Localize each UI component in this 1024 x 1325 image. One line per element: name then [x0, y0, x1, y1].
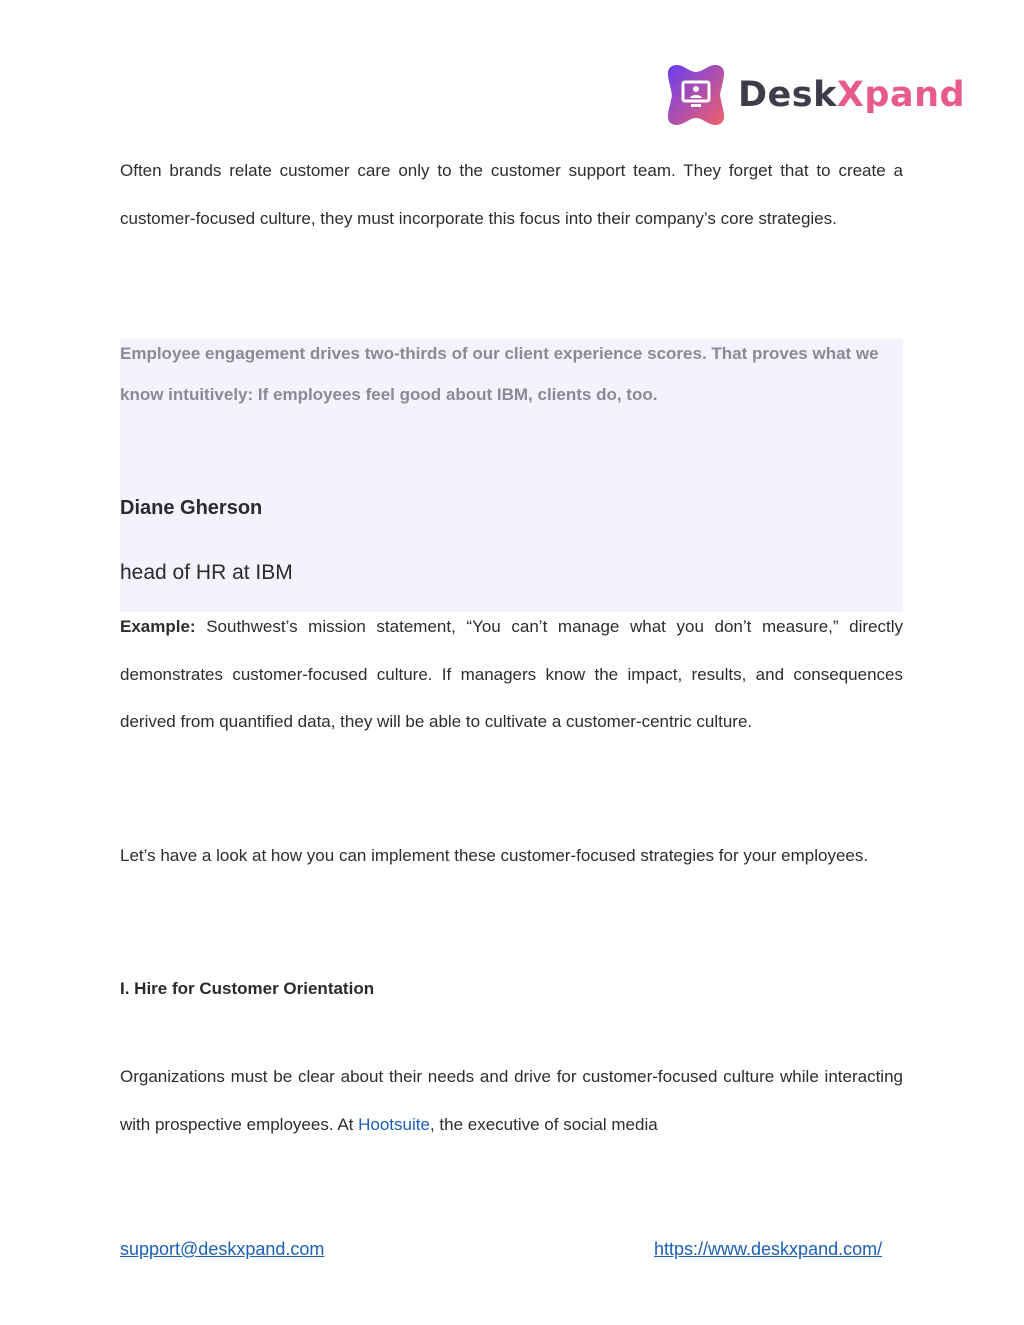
- brand-name-part1: Desk: [738, 75, 837, 115]
- quote-text: Employee engagement drives two-thirds of our client experience scores. That proves what we know intuitively: If employees feel good about IBM, clients do, too.: [120, 344, 879, 404]
- example-text: Southwest’s mission statement, “You can’t manage what you don’t measure,” directly demonstrates customer-focused culture. If managers know the impact, results, and consequences derived from quantified data, they will be able to cultivate a customer-centric culture.: [120, 617, 903, 731]
- brand-name: [738, 75, 965, 115]
- quote-author-role: head of HR at IBM: [120, 561, 293, 584]
- quote-block: [120, 339, 903, 612]
- example-label: Example:: [120, 617, 196, 636]
- support-email-link[interactable]: support@deskxpand.com: [120, 1239, 325, 1259]
- quote-author: Diane Gherson: [120, 497, 263, 519]
- intro-paragraph: Often brands relate customer care only to the customer support team. They forget that to create a customer-focused culture, they must incorporate this focus into their company’s core strategies.: [120, 161, 903, 228]
- brand-name-part2: Xpand: [836, 75, 966, 115]
- example-paragraph: [120, 603, 903, 746]
- desk-monitor-icon: [664, 62, 728, 128]
- section-heading: I. Hire for Customer Orientation: [120, 979, 375, 998]
- transition-paragraph: Let’s have a look at how you can implement these customer-focused strategies for your employees.: [120, 846, 869, 865]
- section-paragraph: [120, 1053, 903, 1148]
- section-text-start: Organizations must be clear about their needs and drive for customer-focused culture while interacting with prospective employees. At: [120, 1067, 903, 1134]
- hootsuite-link[interactable]: Hootsuite: [358, 1114, 430, 1134]
- website-link[interactable]: https://www.deskxpand.com/: [654, 1239, 883, 1259]
- brand-logo: [664, 60, 966, 130]
- section-text-end: , the executive of social media: [429, 1114, 658, 1134]
